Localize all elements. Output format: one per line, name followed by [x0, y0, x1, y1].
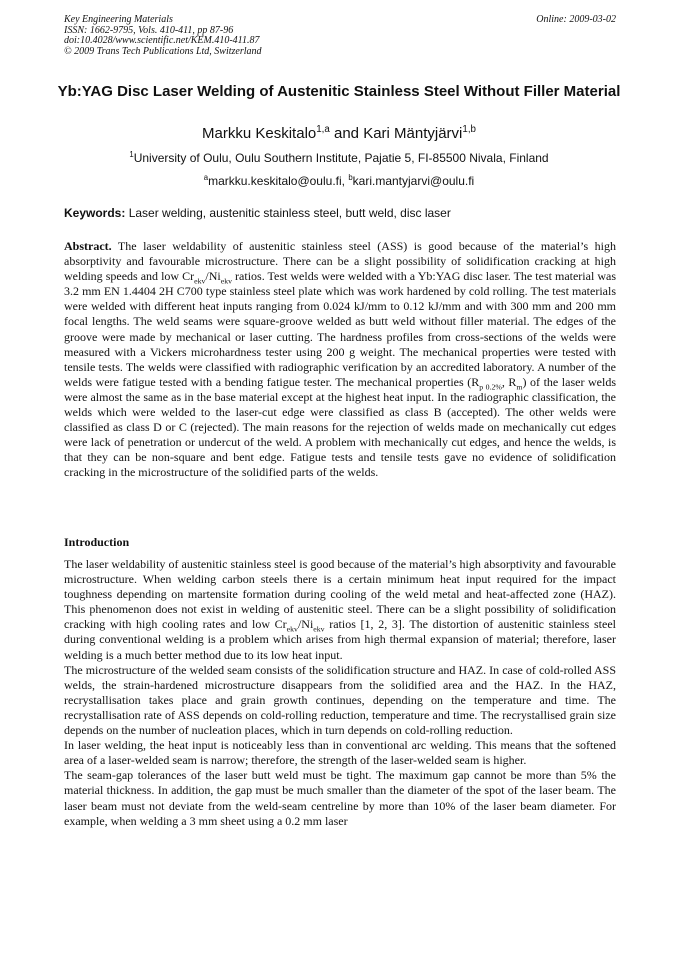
intro-paragraph-1 [64, 557, 616, 663]
abstract-text-5: ) of the laser welds were almost the same as in the base material except at the highest heat input. In the radiographic classification, the welds which were welded to the laser-cut edge were classified as class B (accepted). The other welds were classified as class D or C (rejected). The main reasons for the rejection of welds made on mechanically cut edges were lack of penetration or undercut of the weld. A problem with mechanically cut edges, and hence the welds, is that they can be non-square and bent edge. Fatigue tests and tensile tests gave no evidence of solidification cracking in the microstructure of the solidified parts of the welds. [64, 374, 616, 480]
email-b-sup: b [348, 173, 353, 182]
abstract-text-3: ratios. Test welds were welded with a Yb:YAG disc laser. The test material was 3.2 mm EN 1.4404 2H C700 type stainless steel plate which was work hardened by cold rolling. The test materials were welded with different heat inputs ranging from 0.024 kJ/mm to 0.12 kJ/mm and with 300 mm and 200 mm focal lengths. The weld seams were square-groove welded as butt weld without filler material. The edges of the groove were made by mechanical or laser cutting. The hardness profiles from cross-sections of the welds were measured with a Vickers microhardness tester using 200 g weight. The mechanical properties were tested with tensile tests. The welds were classified with radiographic verification by an accredited laboratory. A number of the welds were fatigue tested with a bending fatigue tester. The mechanical properties (R [64, 269, 616, 389]
copyright-line: © 2009 Trans Tech Publications Ltd, Switzerland [64, 45, 262, 57]
section-heading-introduction: Introduction [64, 535, 130, 549]
intro-paragraph-2: The microstructure of the welded seam consists of the solidification structure and HAZ. In case of cold-rolled ASS welds, the strain-hardened microstructure disappears from the solidified area and the HAZ. In the HAZ, recrystallisation takes place and grain growth continues, depending on the temperature and time. The recrystallisation rate of ASS depends on cold-rolling reduction, temperature and time. The recrystallised grain size depends on the number of nucleation places, which in turn depends on cold-rolling reduction. [64, 662, 616, 738]
email-a-sup: a [203, 173, 209, 182]
intro-p1-text-a: The laser weldability of austenitic stainless steel is good because of the material’s high absorptivity and favourable microstructure. When welding carbon steels there is a certain minimum heat input required for the impact toughness depending on martensite formation during cooling of the weld metal and heat-affected zone (HAZ). This phenomenon does not exist in welding of austenitic steel. There can be a slight possibility of solidification cracking with high cooling rates and low Cr [64, 557, 616, 632]
abstract-sub-2: ekv [220, 276, 232, 286]
intro-p1-text-c: ratios [1, 2, 3]. The distortion of austenitic stainless steel during conventional welding is a problem which arises from high thermal expansion of material; therefore, laser welding is a much better method due to its low heat input. [64, 617, 617, 662]
intro-p1-text-b: /Ni [297, 617, 314, 632]
issn-line: ISSN: 1662-9795, Vols. 410-411, pp 87-96 [64, 24, 234, 36]
keywords-text: Laser welding, austenitic stainless steel, butt weld, disc laser [125, 206, 451, 220]
author-2: Kari Mäntyjärvi [363, 125, 463, 142]
email-b: kari.mantyjarvi@oulu.fi [352, 174, 475, 188]
affiliation-sup: 1 [129, 150, 134, 159]
intro-p1-sub-1: ekv [286, 624, 298, 634]
abstract-sub-1: ekv [194, 276, 206, 286]
author-1: Markku Keskitalo [202, 125, 317, 142]
email-a: markku.keskitalo@oulu.fi, [208, 174, 349, 188]
author-2-sup: 1,b [462, 124, 476, 135]
affiliation-text: University of Oulu, Oulu Southern Institute, Pajatie 5, FI-85500 Nivala, Finland [133, 151, 549, 165]
abstract-text-4: , R [501, 374, 517, 389]
abstract-label: Abstract. [64, 239, 112, 253]
journal-name: Key Engineering Materials [64, 14, 173, 25]
keywords [64, 206, 616, 221]
introduction-body [64, 557, 616, 829]
keywords-label: Keywords: [64, 206, 126, 220]
abstract-text-1: The laser weldability of austenitic stainless steel (ASS) is good because of the material’s high absorptivity and favourable microstructure. There can be a slight possibility of solidification cracking at high welding speeds and low Cr [64, 239, 616, 284]
affiliation [40, 151, 638, 166]
doi-line: doi:10.4028/www.scientific.net/KEM.410-411.87 [64, 35, 260, 46]
paper-title: Yb:YAG Disc Laser Welding of Austenitic Stainless Steel Without Filler Material [57, 83, 621, 100]
journal-header [64, 15, 616, 57]
intro-paragraph-4: The seam-gap tolerances of the laser butt weld must be tight. The maximum gap cannot be more than 5% the material thickness. In addition, the gap must be much smaller than the diameter of the spot of the laser beam. The laser beam must not deviate from the weld-seam centreline by more than 10% of the laser beam diameter. For example, when welding a 3 mm sheet using a 0.2 mm laser [64, 768, 616, 828]
abstract-sub-3: p 0.2% [479, 382, 502, 392]
author-and: and [329, 125, 364, 142]
author-emails [40, 174, 638, 189]
author-1-sup: 1,a [316, 124, 330, 135]
intro-paragraph-3: In laser welding, the heat input is noticeably less than in conventional arc welding. This means that the softened area of a laser-welded seam is narrow; therefore, the strength of the laser-welded seam is higher. [64, 738, 616, 768]
online-date: Online: 2009-03-02 [536, 14, 616, 25]
intro-p1-sub-2: ekv [313, 624, 325, 634]
abstract-text-2: /Ni [205, 269, 221, 284]
abstract [64, 239, 616, 481]
author-line [40, 125, 638, 143]
abstract-sub-4: m [516, 382, 523, 392]
